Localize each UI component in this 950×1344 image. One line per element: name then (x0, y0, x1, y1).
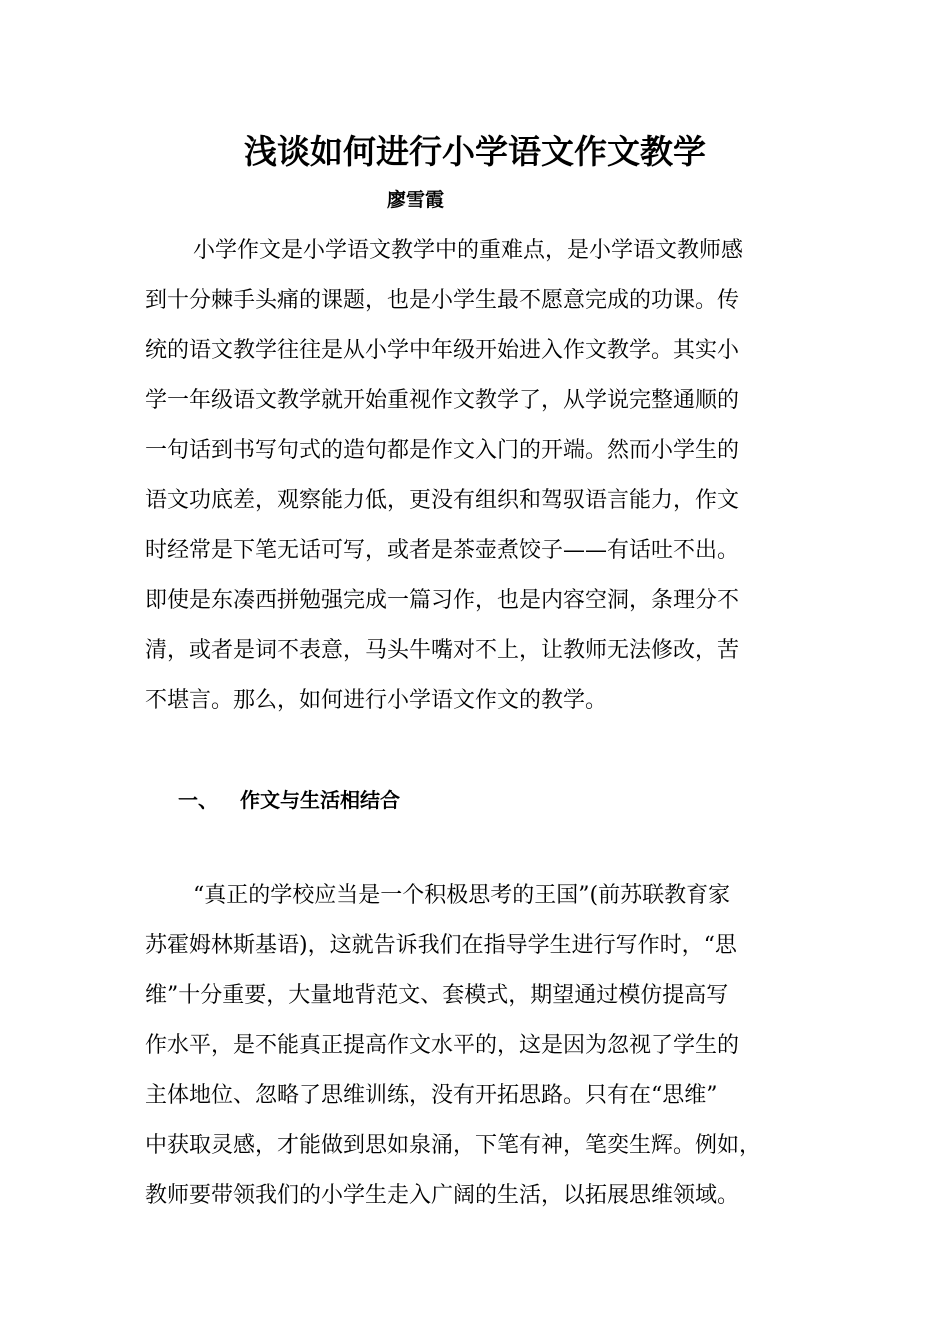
text-line: 即使是东凑西拼勉强完成一篇习作，也是内容空洞，条理分不 (145, 588, 740, 613)
text-line: 学一年级语文教学就开始重视作文教学了，从学说完整通顺的 (145, 388, 740, 413)
text-line: “真正的学校应当是一个积极思考的王国”(前苏联教育家 (193, 883, 731, 908)
text-line: 苏霍姆林斯基语)，这就告诉我们在指导学生进行写作时，“思 (145, 933, 737, 958)
text-line: 小学作文是小学语文教学中的重难点，是小学语文教师感 (193, 238, 744, 263)
text-line: 语文功底差，观察能力低，更没有组织和驾驭语言能力，作文 (145, 488, 740, 513)
text-line: 不堪言。那么，如何进行小学语文作文的教学。 (145, 688, 608, 713)
text-line: 时经常是下笔无话可写，或者是茶壶煮饺子——有话吐不出。 (145, 538, 740, 563)
text-line: 中获取灵感，才能做到思如泉涌，下笔有神，笔奕生辉。例如， (145, 1133, 762, 1158)
paragraph-intro (145, 226, 805, 726)
section-heading (178, 780, 400, 820)
text-line: 维”十分重要，大量地背范文、套模式，期望通过模仿提高写 (145, 983, 729, 1008)
section-number: 一、 (178, 788, 218, 812)
text-line: 教师要带领我们的小学生走入广阔的生活，以拓展思维领域。 (145, 1183, 740, 1208)
paragraph-section1 (145, 871, 805, 1221)
document-title: 浅谈如何进行小学语文作文教学 (244, 132, 706, 171)
text-line: 到十分棘手头痛的课题，也是小学生最不愿意完成的功课。传 (145, 288, 740, 313)
text-line: 一句话到书写句式的造句都是作文入门的开端。然而小学生的 (145, 438, 740, 463)
text-line: 作水平，是不能真正提高作文水平的，这是因为忽视了学生的 (145, 1033, 740, 1058)
text-line: 统的语文教学往往是从小学中年级开始进入作文教学。其实小 (145, 338, 740, 363)
text-line: 主体地位、忽略了思维训练，没有开拓思路。只有在“思维” (145, 1083, 718, 1108)
author-name: 廖雪霞 (387, 189, 445, 211)
section-title: 作文与生活相结合 (240, 788, 400, 812)
text-line: 清，或者是词不表意，马头牛嘴对不上，让教师无法修改，苦 (145, 638, 740, 663)
